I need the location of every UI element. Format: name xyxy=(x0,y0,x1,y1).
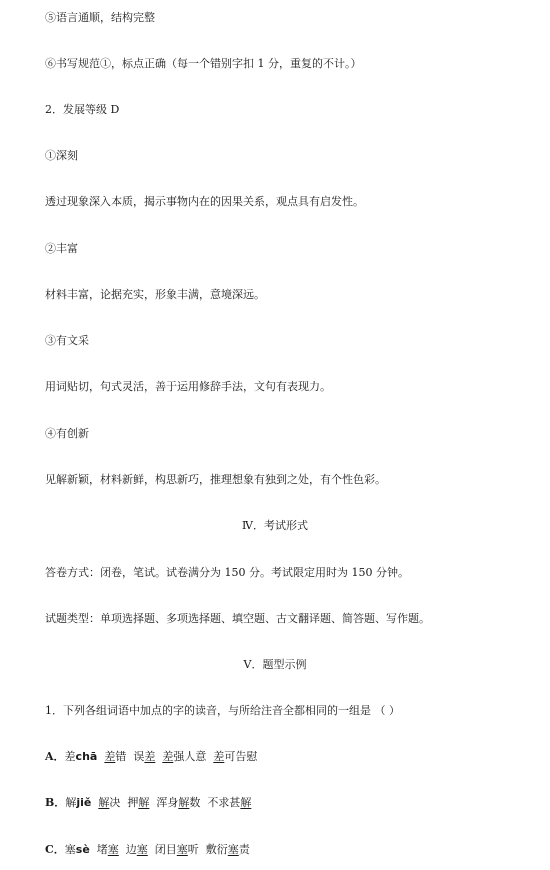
option-char: 塞 xyxy=(64,843,76,856)
option-pinyin: chā xyxy=(75,750,98,763)
criterion-rich: ②丰富 xyxy=(45,242,78,255)
dotted-char: 差 xyxy=(144,750,156,763)
scoring-line-writing: ⑥书写规范①，标点正确（每一个错别字扣 1 分，重复的不计。） xyxy=(45,57,362,70)
option-pinyin: jiě xyxy=(76,796,92,809)
option-b xyxy=(45,796,251,810)
criterion-innovative-desc: 见解新颖，材料新鲜，构思新巧，推理想象有独到之处，有个性色彩。 xyxy=(45,473,386,486)
section-heading-development-level: 2．发展等级 D xyxy=(45,103,120,116)
dotted-char: 差 xyxy=(162,750,174,763)
criterion-deep-desc: 透过现象深入本质，揭示事物内在的因果关系，观点具有启发性。 xyxy=(45,195,364,208)
scoring-line-fluency: ⑤语言通顺，结构完整 xyxy=(45,11,155,24)
word: 差强人意 xyxy=(162,750,207,763)
dotted-char: 塞 xyxy=(176,843,188,856)
option-char: 解 xyxy=(65,796,77,809)
dotted-char: 塞 xyxy=(227,843,239,856)
criterion-literary-desc: 用词贴切，句式灵活，善于运用修辞手法，文句有表现力。 xyxy=(45,380,331,393)
dotted-char: 差 xyxy=(104,750,116,763)
word: 差错 xyxy=(104,750,127,763)
word: 差可告慰 xyxy=(213,750,258,763)
option-a xyxy=(45,750,257,764)
exam-question-types: 试题类型：单项选择题、多项选择题、填空题、古文翻译题、简答题、写作题。 xyxy=(45,612,430,625)
word: 解决 xyxy=(98,796,121,809)
dotted-char: 解 xyxy=(138,796,150,809)
exam-answer-method: 答卷方式：闭卷，笔试。试卷满分为 150 分。考试限定用时为 150 分钟。 xyxy=(45,566,409,579)
section-title-question-examples: Ⅴ．题型示例 xyxy=(243,658,307,671)
word: 不求甚解 xyxy=(207,796,252,809)
word: 边塞 xyxy=(125,843,148,856)
dotted-char: 解 xyxy=(98,796,110,809)
dotted-char: 解 xyxy=(240,796,252,809)
word: 堵塞 xyxy=(96,843,119,856)
dotted-char: 解 xyxy=(178,796,190,809)
option-pinyin: sè xyxy=(75,843,90,856)
criterion-rich-desc: 材料丰富，论据充实，形象丰满，意境深远。 xyxy=(45,288,265,301)
question-1-stem: 1．下列各组词语中加点的字的读音，与所给注音全都相同的一组是 （ ） xyxy=(45,704,400,717)
section-title-exam-format: Ⅳ．考试形式 xyxy=(242,519,308,532)
option-c xyxy=(45,843,250,857)
dotted-char: 塞 xyxy=(136,843,148,856)
criterion-literary: ③有文采 xyxy=(45,334,89,347)
criterion-deep: ①深刻 xyxy=(45,149,78,162)
word: 押解 xyxy=(127,796,150,809)
word: 浑身解数 xyxy=(156,796,201,809)
option-letter: A． xyxy=(45,750,65,763)
dotted-char: 塞 xyxy=(107,843,119,856)
word: 误差 xyxy=(133,750,156,763)
criterion-innovative: ④有创新 xyxy=(45,427,89,440)
dotted-char: 差 xyxy=(213,750,225,763)
word: 敷衍塞责 xyxy=(205,843,250,856)
option-char: 差 xyxy=(64,750,76,763)
option-letter: B． xyxy=(45,796,66,809)
word: 闭目塞听 xyxy=(154,843,199,856)
option-letter: C． xyxy=(45,843,65,856)
